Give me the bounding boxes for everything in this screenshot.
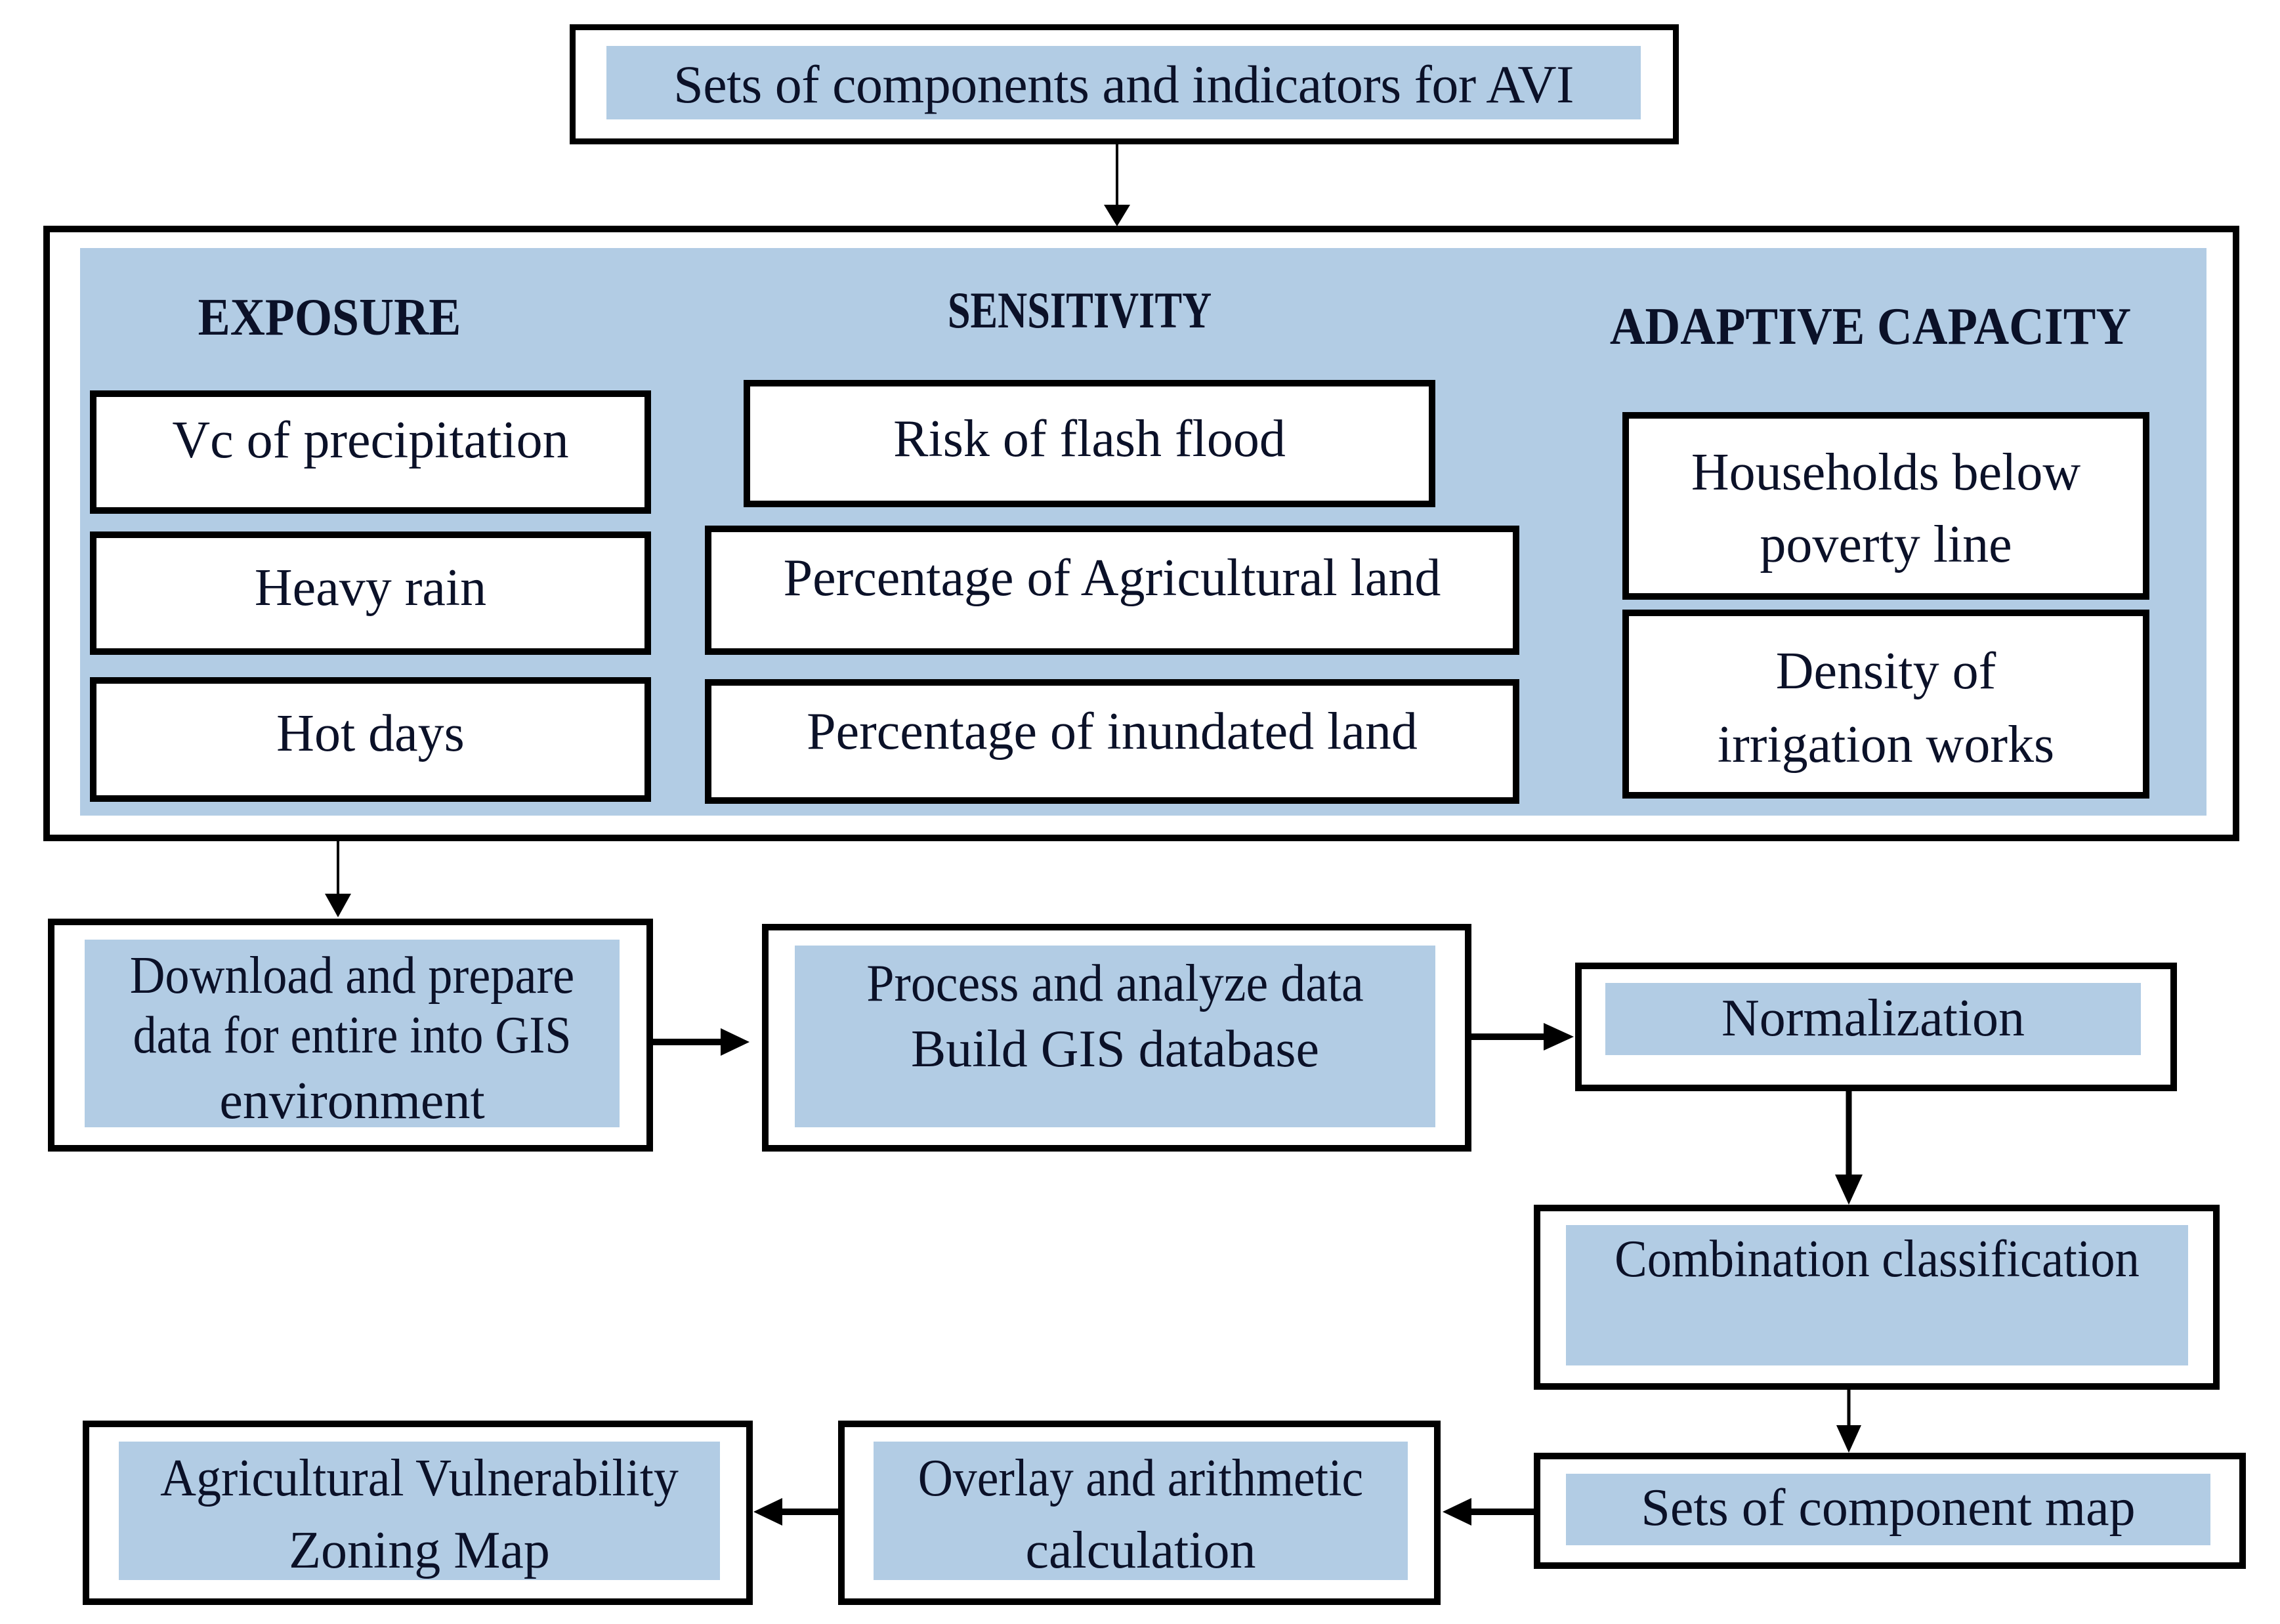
indicator-label: Heavy rain xyxy=(254,559,487,617)
indicator-label: Vc of precipitation xyxy=(172,411,569,469)
arrow-left-icon xyxy=(1443,1498,1534,1526)
arrow-right-icon xyxy=(1471,1023,1574,1051)
process-line2: Build GIS database xyxy=(910,1020,1320,1078)
arrow-down-icon xyxy=(1104,144,1130,226)
indicator-label: Risk of flash flood xyxy=(893,410,1286,468)
overlay-line2: calculation xyxy=(1025,1522,1256,1579)
output-line2: Zoning Map xyxy=(289,1522,550,1579)
indicator-label: Percentage of Agricultural land xyxy=(783,549,1441,607)
download-line3: environment xyxy=(219,1072,485,1130)
arrow-down-icon xyxy=(1836,1390,1861,1453)
title-text: Sets of components and indicators for AVI xyxy=(673,54,1574,114)
arrow-down-icon xyxy=(325,841,351,917)
indicator-label: Hot days xyxy=(276,705,465,762)
indicator-label-line1: Density of xyxy=(1775,642,1996,700)
combination-label: Combination classification xyxy=(1615,1230,2140,1288)
indicator-label: Percentage of inundated land xyxy=(807,703,1418,760)
adaptive-capacity-header: ADAPTIVE CAPACITY xyxy=(1609,298,2132,356)
normalization-label: Normalization xyxy=(1721,989,2025,1047)
arrow-left-icon xyxy=(753,1498,838,1526)
download-line2: data for entire into GIS xyxy=(133,1007,572,1064)
output-line1: Agricultural Vulnerability xyxy=(160,1449,679,1507)
indicator-label-line2: poverty line xyxy=(1760,516,2012,573)
exposure-header: EXPOSURE xyxy=(198,289,461,346)
overlay-line1: Overlay and arithmetic xyxy=(918,1449,1364,1507)
indicator-label-line2: irrigation works xyxy=(1717,716,2055,774)
sensitivity-header: SENSITIVITY xyxy=(947,281,1212,339)
arrow-down-icon xyxy=(1835,1091,1863,1205)
indicator-label-line1: Households below xyxy=(1691,444,2081,501)
process-line1: Process and analyze data xyxy=(866,955,1364,1012)
arrow-right-icon xyxy=(653,1028,749,1056)
component-map-label: Sets of component map xyxy=(1641,1479,2136,1537)
download-line1: Download and prepare xyxy=(129,947,575,1005)
